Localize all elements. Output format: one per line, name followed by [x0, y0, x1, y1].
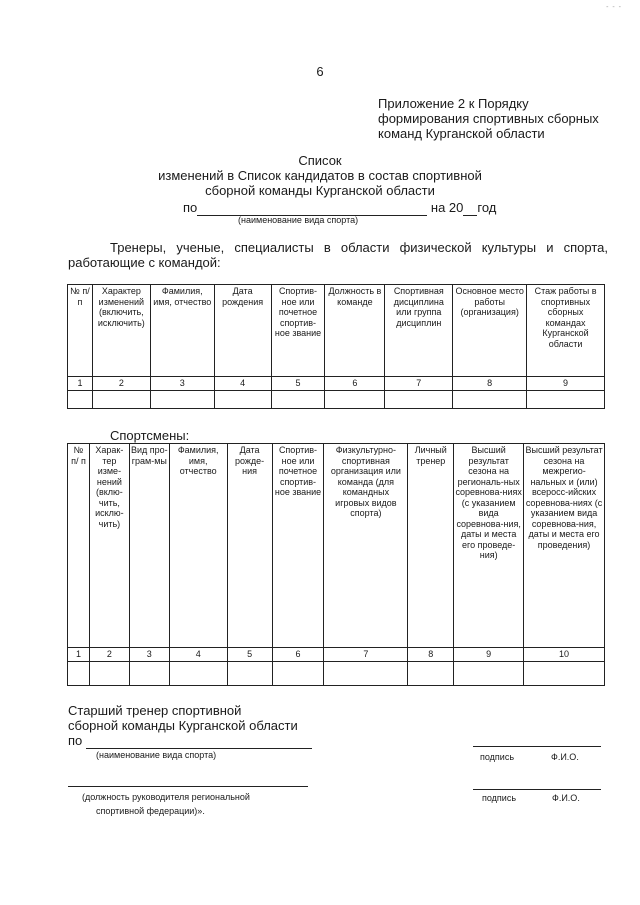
athlete-number-cell: 9 — [454, 648, 524, 662]
empty-cell[interactable] — [454, 662, 524, 686]
page-number: 6 — [316, 64, 324, 79]
athlete-header-cell: № п/ п — [68, 444, 90, 648]
empty-cell[interactable] — [129, 662, 169, 686]
coach-header-cell: Стаж работы в спортивных сборных командах Курганской области — [527, 285, 605, 377]
coaches-header-row — [68, 285, 605, 377]
position-hint-2: спортивной федерации)». — [96, 806, 205, 816]
appendix-line-3: команд Курганской области — [378, 126, 545, 141]
empty-cell[interactable] — [150, 391, 214, 409]
coach-number-cell: 4 — [214, 377, 271, 391]
empty-cell[interactable] — [324, 662, 408, 686]
empty-cell[interactable] — [92, 391, 150, 409]
empty-cell[interactable] — [227, 662, 272, 686]
athlete-header-cell: Харак-тер изме-нений (вклю-чить, исклю-чить) — [89, 444, 129, 648]
title-line-1: Список — [298, 153, 342, 168]
athlete-header-cell: Высший результат сезона на региональ-ных соревнова-ниях (с указанием вида соревнова-ния, даты и места его проведе-ния) — [454, 444, 524, 648]
position-rule — [68, 786, 308, 787]
signature-sport-hint: (наименование вида спорта) — [96, 750, 217, 760]
athletes-header-row — [68, 444, 605, 648]
empty-cell[interactable] — [453, 391, 527, 409]
po-prefix: по — [183, 200, 198, 215]
year-word: год — [477, 200, 497, 215]
athlete-number-cell: 10 — [524, 648, 605, 662]
empty-cell[interactable] — [524, 662, 605, 686]
empty-cell[interactable] — [89, 662, 129, 686]
fio-label-1: Ф.И.О. — [551, 752, 579, 762]
title-line-3: сборной команды Курганской области — [205, 183, 435, 198]
athlete-number-cell: 3 — [129, 648, 169, 662]
athletes-number-row — [68, 648, 605, 662]
signature-line-2-rule — [473, 789, 601, 790]
coaches-intro-line-1: Тренеры, ученые, специалисты в области физической культуры и спорта, — [110, 240, 608, 255]
document-title — [0, 153, 640, 198]
empty-cell[interactable] — [385, 391, 453, 409]
athlete-number-cell: 6 — [272, 648, 324, 662]
appendix-line-1: Приложение 2 к Порядку — [378, 96, 529, 111]
year-blank[interactable] — [463, 200, 477, 216]
empty-cell[interactable] — [408, 662, 454, 686]
signature-line-1: Старший тренер спортивной — [68, 703, 242, 718]
podpis-label-1: подпись — [480, 752, 515, 762]
athlete-header-cell: Личный тренер — [408, 444, 454, 648]
athletes-table — [67, 443, 605, 686]
coach-header-cell: Основное место работы (организация) — [453, 285, 527, 377]
athlete-header-cell: Фамилия, имя, отчество — [169, 444, 227, 648]
coach-header-cell: Характер изменений (включить, исключить) — [92, 285, 150, 377]
empty-cell[interactable] — [527, 391, 605, 409]
signature-line-1-rule — [473, 746, 601, 747]
coaches-empty-row — [68, 391, 605, 409]
coaches-number-row — [68, 377, 605, 391]
coach-number-cell: 5 — [271, 377, 325, 391]
coach-number-cell: 1 — [68, 377, 93, 391]
coaches-intro — [68, 240, 608, 270]
empty-cell[interactable] — [271, 391, 325, 409]
athlete-header-cell: Высший результат сезона на межрегио-нальных и (или) всеросс-ийских соревнова-ниях (с указанием вида соревнова-ния, даты и места его проведения) — [524, 444, 605, 648]
athlete-number-cell: 8 — [408, 648, 454, 662]
coach-number-cell: 9 — [527, 377, 605, 391]
empty-cell[interactable] — [68, 662, 90, 686]
coach-number-cell: 6 — [325, 377, 385, 391]
empty-cell[interactable] — [169, 662, 227, 686]
athlete-header-cell: Физкультурно-спортивная организация или команда (для командных игровых видов спорта) — [324, 444, 408, 648]
coach-number-cell: 2 — [92, 377, 150, 391]
athlete-number-cell: 5 — [227, 648, 272, 662]
empty-cell[interactable] — [68, 391, 93, 409]
signature-sport-blank[interactable] — [86, 733, 312, 749]
athlete-header-cell: Вид про-грам-мы — [129, 444, 169, 648]
coaches-table — [67, 284, 605, 409]
coach-number-cell: 7 — [385, 377, 453, 391]
coach-header-cell: Спортивная дисциплина или группа дисциплин — [385, 285, 453, 377]
podpis-label-2: подпись — [482, 793, 517, 803]
athlete-number-cell: 4 — [169, 648, 227, 662]
corner-mark: - - - — [606, 4, 622, 11]
signature-po-label: по — [68, 733, 83, 748]
sport-blank[interactable] — [197, 200, 427, 216]
signature-block — [68, 703, 312, 749]
coach-header-cell: Должность в команде — [325, 285, 385, 377]
title-line-2: изменений в Список кандидатов в состав спортивной — [158, 168, 482, 183]
coach-header-cell: № п/п — [68, 285, 93, 377]
appendix-note — [378, 96, 599, 141]
athlete-number-cell: 2 — [89, 648, 129, 662]
athlete-number-cell: 1 — [68, 648, 90, 662]
athletes-label: Спортсмены: — [110, 428, 190, 443]
coaches-intro-line-2: работающие с командой: — [68, 255, 221, 270]
sport-line — [183, 200, 496, 216]
empty-cell[interactable] — [214, 391, 271, 409]
signature-line-2: сборной команды Курганской области — [68, 718, 298, 733]
coach-header-cell: Фамилия, имя, отчество — [150, 285, 214, 377]
position-hint-1: (должность руководителя региональной — [82, 792, 250, 802]
fio-label-2: Ф.И.О. — [552, 793, 580, 803]
signature-po — [68, 733, 312, 749]
appendix-line-2: формирования спортивных сборных — [378, 111, 599, 126]
coach-header-cell: Спортив-ное или почетное спортив-ное звание — [271, 285, 325, 377]
sport-hint: (наименование вида спорта) — [238, 215, 359, 225]
athlete-number-cell: 7 — [324, 648, 408, 662]
po-suffix: на 20 — [430, 200, 464, 215]
empty-cell[interactable] — [325, 391, 385, 409]
coach-number-cell: 8 — [453, 377, 527, 391]
empty-cell[interactable] — [272, 662, 324, 686]
coach-number-cell: 3 — [150, 377, 214, 391]
athlete-header-cell: Дата рожде-ния — [227, 444, 272, 648]
athletes-empty-row — [68, 662, 605, 686]
athlete-header-cell: Спортив-ное или почетное спортив-ное звание — [272, 444, 324, 648]
coach-header-cell: Дата рождения — [214, 285, 271, 377]
